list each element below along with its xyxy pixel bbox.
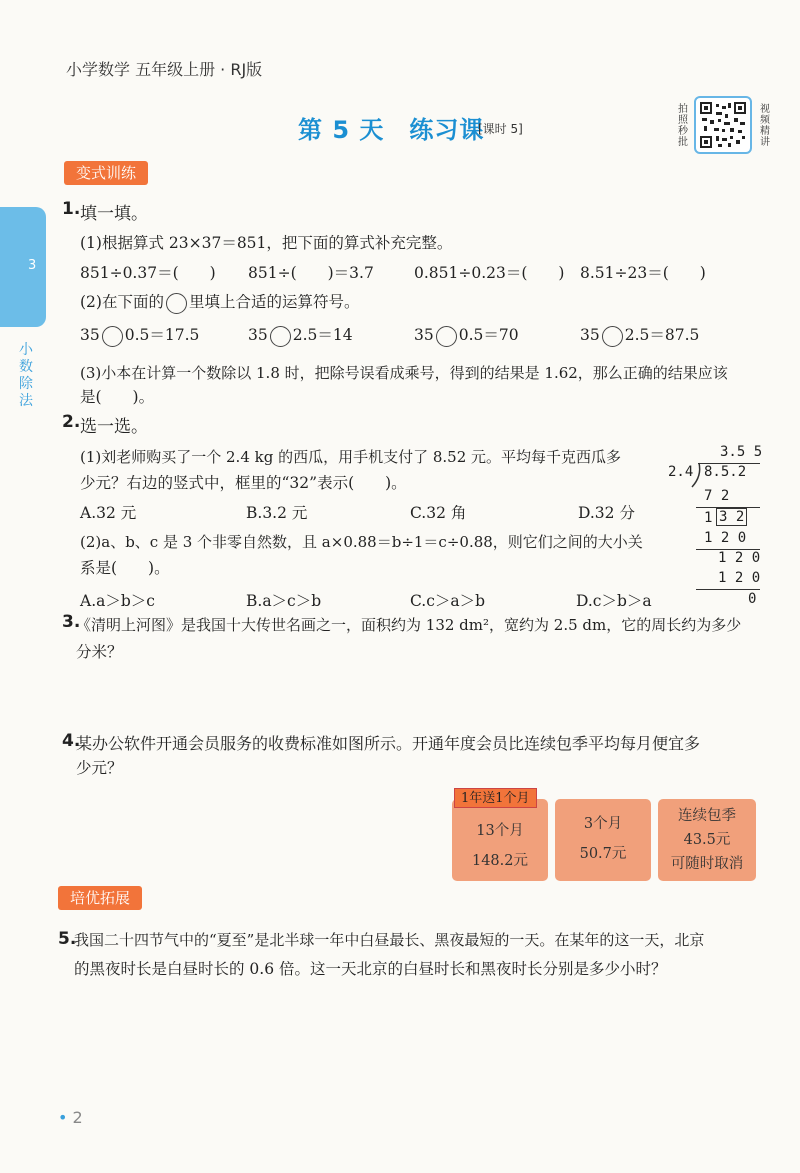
question-2-number: 2. [62, 412, 81, 432]
q2-part2-option-c[interactable]: C.c＞a＞b [410, 592, 486, 610]
page-number-text: 2 [72, 1108, 83, 1127]
q1-circle-item-4 [580, 323, 699, 347]
q2-part2-option-b[interactable]: B.a＞c＞b [246, 592, 322, 610]
q1-circle-item-3 [414, 323, 519, 347]
division-divisor: 2.4 [668, 464, 694, 480]
operand-right: 0.5＝17.5 [124, 326, 200, 344]
q1-part3-line1: (3)小本在计算一个数除以 1.8 时，把除号误看成乘号，得到的结果是 1.62，那么正确的结果应该 [80, 364, 728, 382]
q1-part2-text-b: 里填上合适的运算符号。 [188, 293, 360, 311]
question-1-title: 填一填。 [80, 204, 148, 224]
division-boxed-32: 3 2 [716, 508, 747, 526]
price-card-annual [452, 799, 548, 881]
card-quarter-price: 50.7元 [579, 846, 627, 862]
q4-line2: 少元？ [76, 759, 123, 777]
card-annual-tag: 1年送1个月 [454, 788, 537, 808]
q2-part1-option-c[interactable]: C.32 角 [410, 504, 467, 522]
operand-right: 2.5＝14 [292, 326, 353, 344]
division-line [696, 589, 760, 590]
card-continuous-price: 43.5元 [683, 832, 731, 848]
q2-part1-line2[interactable]: 少元？右边的竖式中，框里的“32”表示( )。 [80, 474, 407, 492]
division-step4: 1 2 0 [718, 550, 761, 566]
long-division [668, 444, 768, 612]
q2-part2-option-a[interactable]: A.a＞b＞c [80, 592, 155, 610]
question-4-number: 4. [62, 731, 81, 751]
division-step3: 1 2 0 [704, 530, 747, 546]
question-2-title: 选一选。 [80, 417, 148, 437]
q3-line1: 《清明上河图》是我国十大传世名画之一，面积约为 132 dm²，宽约为 2.5 dm，它的周长约为多少 [76, 616, 742, 634]
q1-circle-item-2 [248, 323, 353, 347]
q3-line2: 分米？ [76, 643, 123, 661]
operator-circle-input[interactable] [102, 326, 123, 347]
qr-left-caption: 拍照秒批 [678, 104, 688, 148]
operand-right: 0.5＝70 [458, 326, 519, 344]
question-1-number: 1. [62, 199, 81, 219]
section-badge-advanced: 培优拓展 [58, 886, 142, 910]
qr-code-block[interactable] [676, 96, 772, 158]
q5-line2: 的黑夜时长是白昼时长的 0.6 倍。这一天北京的白昼时长和黑夜时长分别是多少小时？ [74, 960, 667, 978]
q1-part3-line2[interactable]: 是( )。 [80, 388, 155, 406]
q2-part2-line2[interactable]: 系是( )。 [80, 559, 170, 577]
book-title: 小学数学 五年级上册 · RJ版 [66, 60, 263, 79]
q1-part2-text-a: (2)在下面的 [80, 293, 164, 311]
q2-part1-option-a[interactable]: A.32 元 [80, 504, 137, 522]
q2-part1-line1: (1)刘老师购买了一个 2.4 kg 的西瓜，用手机支付了 8.52 元。平均每千克西瓜多 [80, 448, 622, 466]
q2-part1-option-b[interactable]: B.3.2 元 [246, 504, 308, 522]
qr-code-icon[interactable] [694, 96, 752, 154]
q1-part1-text: (1)根据算式 23×37＝851，把下面的算式补充完整。 [80, 234, 453, 252]
operator-circle-input[interactable] [436, 326, 457, 347]
q1-blank-4[interactable]: 8.51÷23＝( ) [580, 264, 706, 282]
q2-part1-option-d[interactable]: D.32 分 [578, 504, 635, 522]
section-badge-variant-training: 变式训练 [64, 161, 148, 185]
operand-left: 35 [414, 326, 434, 344]
qr-right-caption: 视频精讲 [760, 104, 770, 148]
q1-blank-1[interactable]: 851÷0.37＝( ) [80, 264, 216, 282]
q2-part2-line1: (2)a、b、c 是 3 个非零自然数，且 a×0.88＝b÷1＝c÷0.88，则它们之间的大小关 [80, 533, 643, 551]
q4-line1: 某办公软件开通会员服务的收费标准如图所示。开通年度会员比连续包季平均每月便宜多 [76, 734, 701, 753]
division-step5: 1 2 0 [718, 570, 761, 586]
q1-blank-3[interactable]: 0.851÷0.23＝( ) [414, 264, 565, 282]
lesson-tag: [课时 5] [478, 122, 523, 136]
card-annual-price: 148.2元 [471, 853, 528, 869]
q1-part2-text [80, 290, 359, 314]
chapter-number: 3 [28, 258, 37, 273]
q2-part2-option-d[interactable]: D.c＞b＞a [576, 592, 652, 610]
operator-circle-input[interactable] [602, 326, 623, 347]
card-continuous-title: 连续包季 [678, 808, 736, 824]
circle-blank-icon [166, 293, 187, 314]
card-continuous-note: 可随时取消 [670, 856, 744, 872]
division-step2-prefix: 1 [704, 510, 713, 526]
page-dot-icon: • [58, 1108, 68, 1127]
division-dividend: 8.5.2 [704, 464, 747, 480]
operand-left: 35 [80, 326, 100, 344]
division-step1: 7 2 [704, 488, 730, 504]
operator-circle-input[interactable] [270, 326, 291, 347]
price-card-continuous [658, 799, 756, 881]
lesson-title: 第 5 天 练习课 [298, 116, 485, 144]
division-bracket [690, 462, 704, 488]
card-annual-duration: 13个月 [476, 823, 524, 839]
operand-left: 35 [580, 326, 600, 344]
q5-line1: 我国二十四节气中的“夏至”是北半球一年中白昼最长、黑夜最短的一天。在某年的这一天，北京 [74, 931, 705, 949]
q1-circle-item-1 [80, 323, 199, 347]
division-remainder: 0 [748, 591, 757, 607]
operand-left: 35 [248, 326, 268, 344]
q1-blank-2[interactable]: 851÷( )＝3.7 [248, 264, 374, 282]
question-5-number: 5. [58, 929, 77, 949]
chapter-side-tab [0, 207, 46, 327]
division-quotient: 3.5 5 [720, 444, 763, 460]
chapter-label: 小数除法 [19, 342, 33, 409]
card-quarter-duration: 3个月 [583, 816, 623, 832]
question-3-number: 3. [62, 612, 81, 632]
price-card-quarter [555, 799, 651, 881]
page-number [58, 1108, 83, 1127]
operand-right: 2.5＝87.5 [624, 326, 700, 344]
